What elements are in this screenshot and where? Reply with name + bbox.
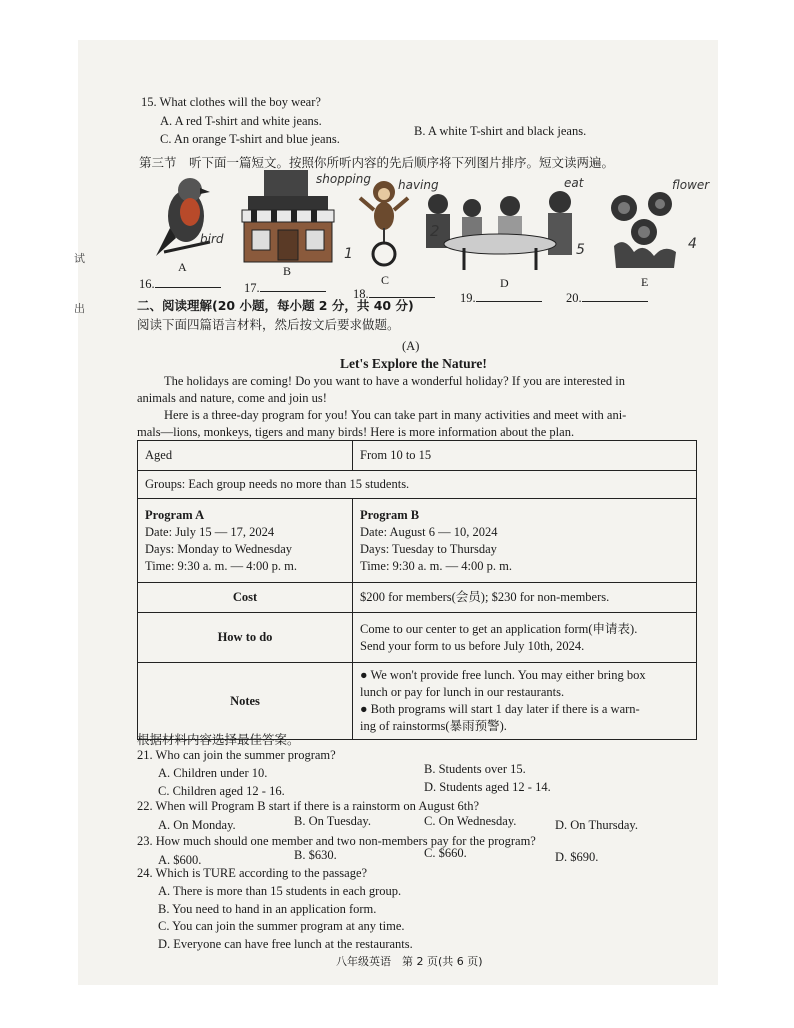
q23-option-d[interactable]: D. $690. xyxy=(555,850,599,864)
q24-option-c[interactable]: C. You can join the summer program at any time. xyxy=(158,919,405,933)
program-b-time: Time: 9:30 a. m. — 4:00 p. m. xyxy=(360,558,512,573)
cost-value: $200 for members(会员); $230 for non-members. xyxy=(353,583,697,613)
note-2-line-1: ● Both programs will start 1 day later if there is a warn- xyxy=(360,702,640,716)
answer-blank-17[interactable] xyxy=(244,280,326,296)
notes-cell xyxy=(353,663,697,740)
how-to-do-line-2: Send your form to us before July 10th, 2024. xyxy=(360,638,585,653)
picture-bird xyxy=(150,168,220,260)
q22-option-d[interactable]: D. On Thursday. xyxy=(555,818,638,832)
blank-16-label: 16. xyxy=(139,277,155,291)
picture-flowers xyxy=(604,186,686,270)
q23-option-a[interactable]: A. $600. xyxy=(158,853,202,867)
cost-label: Cost xyxy=(138,583,353,613)
q15-option-a: A. A red T-shirt and white jeans. xyxy=(160,114,322,128)
program-a-time: Time: 9:30 a. m. — 4:00 p. m. xyxy=(145,558,297,573)
program-a-days: Days: Monday to Wednesday xyxy=(145,541,293,556)
handwriting-eat: eat xyxy=(564,176,584,190)
q22-stem: 22. When will Program B start if there is a rainstorm on August 6th? xyxy=(137,799,480,813)
handwriting-having: having xyxy=(398,178,439,192)
side-mark-1: 试 xyxy=(74,253,85,265)
q24-option-b[interactable]: B. You need to hand in an application form. xyxy=(158,902,377,916)
program-b-title: Program B xyxy=(360,507,420,522)
handwriting-number-1: 1 xyxy=(344,246,353,262)
program-b-days: Days: Tuesday to Thursday xyxy=(360,541,497,556)
section3-title: 第三节 听下面一篇短文。按照你所听内容的先后顺序将下列图片排序。短文读两遍。 xyxy=(139,155,615,170)
notes-label: Notes xyxy=(138,663,353,740)
q22-option-b[interactable]: B. On Tuesday. xyxy=(294,814,371,828)
answer-blank-19[interactable] xyxy=(460,290,542,306)
blank-18-label: 18. xyxy=(353,287,369,301)
q15-option-b: B. A white T-shirt and black jeans. xyxy=(414,124,587,138)
page-footer: 八年级英语 第 2 页(共 6 页) xyxy=(336,955,483,968)
answer-blank-20[interactable] xyxy=(566,290,648,306)
handwriting-shopping: shopping xyxy=(316,172,371,186)
handwriting-bird: bird xyxy=(200,232,224,246)
q15-option-c: C. An orange T-shirt and blue jeans. xyxy=(160,132,340,146)
handwriting-number-2: 2 xyxy=(430,222,440,240)
aged-label: Aged xyxy=(138,441,353,471)
picture-letter-d: D xyxy=(500,276,509,290)
program-b-cell xyxy=(353,499,697,583)
q15-stem: 15. What clothes will the boy wear? xyxy=(141,95,321,109)
picture-family-meal xyxy=(420,186,584,272)
program-a-cell xyxy=(138,499,353,583)
choose-instruction: 根据材料内容选择最佳答案。 xyxy=(137,732,300,747)
handwriting-number-4: 4 xyxy=(688,236,697,252)
note-1-line-1: ● We won't provide free lunch. You may either bring box xyxy=(360,668,646,682)
program-a-title: Program A xyxy=(145,507,205,522)
blank-19-label: 19. xyxy=(460,291,476,305)
q23-stem: 23. How much should one member and two non-members pay for the program? xyxy=(137,834,536,848)
passage-p2-line2: mals—lions, monkeys, tigers and many birds! Here is more information about the plan. xyxy=(137,425,575,439)
q23-option-c[interactable]: C. $660. xyxy=(424,846,467,860)
program-a-date: Date: July 15 — 17, 2024 xyxy=(145,524,275,539)
answer-blank-16[interactable] xyxy=(139,276,221,292)
q21-option-d[interactable]: D. Students aged 12 - 14. xyxy=(424,780,551,794)
picture-letter-c: C xyxy=(381,273,390,287)
blank-20-label: 20. xyxy=(566,291,582,305)
q24-option-a[interactable]: A. There is more than 15 students in each group. xyxy=(158,884,402,898)
picture-letter-b: B xyxy=(283,264,292,278)
passage-p2-line1: Here is a three-day program for you! You can take part in many activities and meet with ani- xyxy=(164,408,627,422)
side-mark-2: 出 xyxy=(74,303,85,315)
reading-section-title: 二、阅读理解(20 小题，每小题 2 分，共 40 分) xyxy=(137,298,414,313)
how-to-do-cell xyxy=(353,613,697,663)
program-info-table xyxy=(137,440,697,740)
q23-option-b[interactable]: B. $630. xyxy=(294,848,337,862)
q21-option-c[interactable]: C. Children aged 12 - 16. xyxy=(158,784,285,798)
note-2-line-2: ing of rainstorms(暴雨预警). xyxy=(360,719,507,733)
groups-info: Groups: Each group needs no more than 15 students. xyxy=(138,471,697,499)
q22-option-c[interactable]: C. On Wednesday. xyxy=(424,814,517,828)
reading-instruction: 阅读下面四篇语言材料，然后按文后要求做题。 xyxy=(137,317,400,332)
how-to-do-line-1: Come to our center to get an application form(申请表). xyxy=(360,621,638,636)
q24-option-d[interactable]: D. Everyone can have free lunch at the restaurants. xyxy=(158,937,413,951)
how-to-do-label: How to do xyxy=(138,613,353,663)
q21-option-b[interactable]: B. Students over 15. xyxy=(424,762,526,776)
q22-option-a[interactable]: A. On Monday. xyxy=(158,818,236,832)
passage-p1-line2: animals and nature, come and join us! xyxy=(137,391,327,405)
q24-stem: 24. Which is TURE according to the passage? xyxy=(137,866,368,880)
passage-p1-line1: The holidays are coming! Do you want to have a wonderful holiday? If you are interested in xyxy=(164,374,625,388)
note-1-line-2: lunch or pay for lunch in our restaurants. xyxy=(360,685,565,699)
program-b-date: Date: August 6 — 10, 2024 xyxy=(360,524,498,539)
q21-option-a[interactable]: A. Children under 10. xyxy=(158,766,268,780)
handwriting-number-5: 5 xyxy=(576,242,585,258)
passage-title: Let's Explore the Nature! xyxy=(340,356,487,371)
picture-letter-e: E xyxy=(641,275,649,289)
q21-stem: 21. Who can join the summer program? xyxy=(137,748,336,762)
aged-value: From 10 to 15 xyxy=(353,441,697,471)
passage-part-label: (A) xyxy=(402,339,420,353)
picture-letter-a: A xyxy=(178,260,187,274)
handwriting-flower: flower xyxy=(672,178,710,192)
blank-17-label: 17. xyxy=(244,281,260,295)
